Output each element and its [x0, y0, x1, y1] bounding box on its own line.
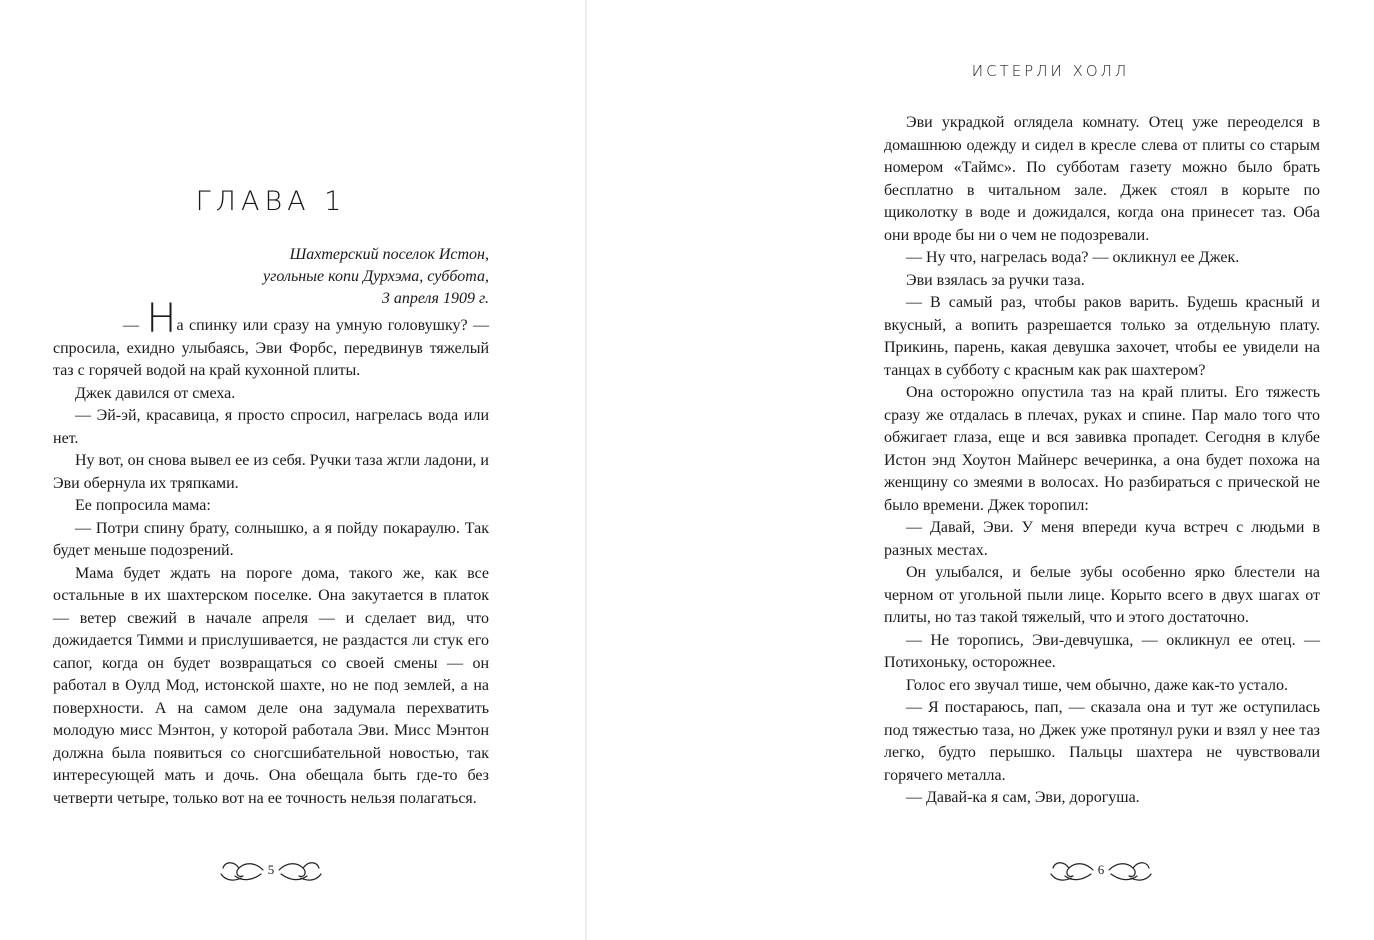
- epigraph-line: 3 апреля 1909 г.: [381, 290, 489, 307]
- paragraph: — Ну что, нагрелась вода? — окликнул ее Джек.: [906, 249, 1240, 266]
- opening-dash: —: [123, 317, 145, 334]
- paragraph: — Давай, Эви. У меня впереди куча встреч с людьми в разных местах.: [884, 519, 1320, 559]
- paragraph: — Эй-эй, красавица, я просто спросил, нагрелась вода или нет.: [53, 407, 489, 447]
- right-page-body: [884, 112, 1320, 810]
- opening-text: а спинку или сразу на умную головушку? — спросила, ехидно улыбаясь, Эви Форбс, передвинув тяжелый таз с горячей водой на край кухонной плиты.: [53, 317, 490, 379]
- running-head: ИСТЕРЛИ ХОЛЛ: [971, 62, 1130, 80]
- page-number: 5: [267, 862, 275, 877]
- paragraph: Он улыбался, и белые зубы особенно ярко блестели на черном от угольной пыли лице. Корыто всего в двух шагах от плиты, но таз такой тяжелый, что и этого достаточно.: [884, 564, 1320, 626]
- epigraph-line: угольные копи Дурхэма, суббота,: [263, 268, 489, 285]
- drop-cap: Н: [146, 296, 177, 342]
- epigraph: [53, 244, 489, 310]
- paragraph: — Не торопись, Эви-девчушка, — окликнул ее отец. — Потихоньку, осторожнее.: [884, 631, 1320, 671]
- paragraph: — В самый раз, чтобы раков варить. Будешь красный и вкусный, а вопить разрешается только за отдельную плату. Прикинь, парень, какая девушка захочет, чтобы ее увидели на танцах в субботу с красным как рак шахтером?: [884, 294, 1320, 379]
- paragraph: Мама будет ждать на пороге дома, такого же, как все остальные в их шахтерском поселке. Она закутается в платок — ветер свежий в начале апреля — и сделает вид, что дожидается Тимми и прислушивается, не раздастся ли стук его сапог, когда он будет возвращаться со своей смены — он работал в Оулд Мод, истонской шахте, но не под землей, а на поверхности. А на самом деле она задумала перехватить молодую мисс Мэнтон, у которой работала Эви. Мисс Мэнтон должна была появиться со сногсшибательной новостью, так интересующей мать и дочь. Она обещала быть где-то без четверти четыре, только вот на ее точность нельзя полагаться.: [53, 564, 489, 807]
- left-page: [0, 0, 586, 940]
- paragraph: — Я постараюсь, пап, — сказала она и тут же оступилась под тяжестью таза, но Джек уже протянул руки и взял у нее таз легко, будто перышко. Пальцы шахтера не чувствовали горячего металла.: [884, 699, 1320, 784]
- right-page: [587, 0, 1374, 940]
- paragraph: Она осторожно опустила таз на край плиты. Его тяжесть сразу же отдалась в плечах, руках и спине. Пар мало того что обжигает глаза, еще и вся завивка пропадет. Сегодня в клубе Истон энд Хоутон Майнерс вечеринка, а она будет похожа на женщину со змеями в волосах. Но разбираться с прической не было времени. Джек торопил:: [884, 384, 1320, 514]
- paragraph: Эви взялась за ручки таза.: [906, 271, 1085, 289]
- epigraph-line: Шахтерский поселок Истон,: [289, 246, 489, 263]
- chapter-title: ГЛАВА 1: [195, 186, 347, 217]
- page-footer-right: [1041, 856, 1161, 886]
- paragraph: Джек давился от смеха.: [75, 384, 236, 402]
- paragraph: Ну вот, он снова вывел ее из себя. Ручки таза жгли ладони, и Эви обернула их тряпками.: [53, 452, 489, 492]
- page-number: 6: [1097, 862, 1105, 877]
- paragraph: Ее попросила мама:: [75, 497, 211, 514]
- paragraph: — Потри спину брату, солнышко, а я пойду покараулю. Так будет меньше подозрений.: [53, 519, 489, 559]
- paragraph: Эви украдкой оглядела комнату. Отец уже переоделся в домашнюю одежду и сидел в кресле слева от плиты со старым номером «Таймс». По субботам газету можно было брать бесплатно в читальном зале. Джек стоял в корыте по щиколотку в воде и дожидался, когда она принесет таз. Оба они вроде бы ни о чем не подозревали.: [884, 114, 1320, 244]
- paragraph: — Давай-ка я сам, Эви, дорогуша.: [906, 789, 1140, 806]
- paragraph: Голос его звучал тише, чем обычно, даже как-то устало.: [906, 676, 1288, 694]
- page-footer-left: [211, 856, 331, 886]
